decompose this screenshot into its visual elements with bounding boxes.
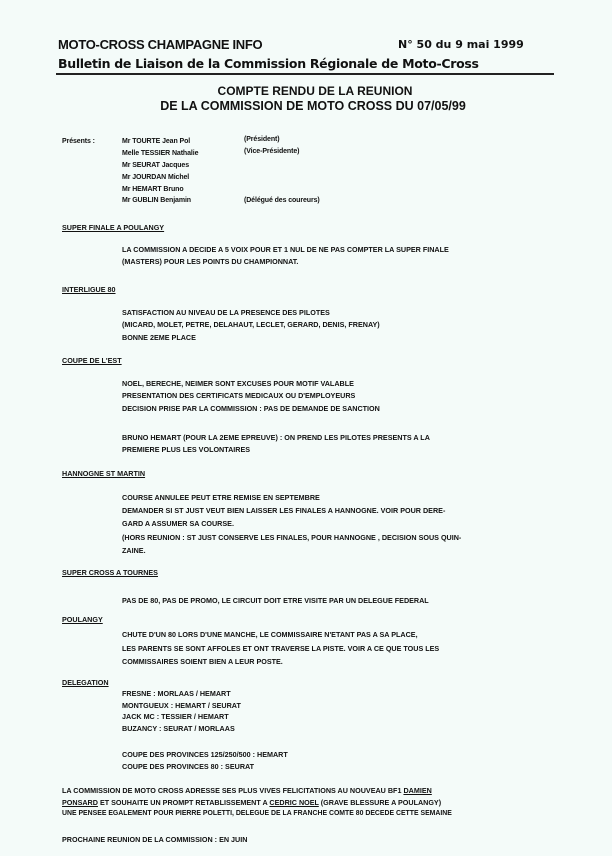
next-meeting: PROCHAINE REUNION DE LA COMMISSION : EN JUIN [62,835,248,844]
section-line: SATISFACTION AU NIVEAU DE LA PRESENCE DES PILOTES [122,308,330,317]
section-body [122,595,429,607]
footer-name-highlight: DAMIEN [403,786,432,795]
section-line: JACK MC : TESSIER / HEMART [122,712,229,721]
section-line: GARD A ASSUMER SA COURSE. [122,519,234,529]
section-line: DEMANDER SI ST JUST VEUT BIEN LAISSER LES FINALES A HANNOGNE. VOIR POUR DERE- [122,506,446,516]
footer-name-highlight: PONSARD [62,797,98,807]
section-body [122,749,288,772]
footer-line [62,785,452,797]
section-line: LES PARENTS SE SONT AFFOLES ET ONT TRAVERSE LA PISTE. VOIR A CE QUE TOUS LES [122,643,440,653]
section-line: (MICARD, MOLET, PETRE, DELAHAUT, LECLET, GERARD, DENIS, FRENAY) [122,320,380,330]
section-heading: SUPER CROSS A TOURNES [62,568,158,577]
footer-line: UNE PENSEE EGALEMENT POUR PIERRE POLETTI, DELEGUE DE LA FRANCHE COMTE 80 DECEDE CETTE SEMAINE [62,810,452,817]
attendee-name: Mr GUBLIN Benjamin [122,197,191,204]
section-body [122,688,241,734]
section-line: CHUTE D'UN 80 LORS D'UNE MANCHE, LE COMMISSAIRE N'ETANT PAS A SA PLACE, [122,630,418,639]
attendee-role: (Délégué des coureurs) [244,197,320,204]
attendee-name: Melle TESSIER Nathalie [122,150,199,157]
section-line: LA COMMISSION A DECIDE A 5 VOIX POUR ET 1 NUL DE NE PAS COMPTER LA SUPER FINALE [122,245,449,254]
attendee-name: Mr HEMART Bruno [122,186,184,193]
attendee-name: Mr JOURDAN Michel [122,174,190,181]
section-body [122,432,430,457]
footer-line [62,797,452,809]
section-line: PAS DE 80, PAS DE PROMO, LE CIRCUIT DOIT ETRE VISITE PAR UN DELEGUE FEDERAL [122,596,429,605]
bulletin-title: MOTO-CROSS CHAMPAGNE INFO [58,37,263,52]
section-heading: DELEGATION [62,678,109,687]
section-heading: INTERLIGUE 80 [62,285,116,294]
section-line: COUPE DES PROVINCES 125/250/500 : HEMART [122,750,288,759]
section-body [122,628,439,669]
section-line: BUZANCY : SEURAT / MORLAAS [122,723,235,733]
attendee-role: (Président) [244,136,280,143]
section-line: FRESNE : MORLAAS / HEMART [122,689,231,698]
footer-text: ET SOUHAITE UN PROMPT RETABLISSEMENT A [97,797,270,807]
report-title-line1: COMPTE RENDU DE LA REUNION [217,84,413,98]
footer-name-highlight: CEDRIC NOEL [269,797,319,807]
attendee-name: Mr SEURAT Jacques [122,162,190,169]
presents-label: Présents : [62,138,95,145]
report-title-line2: DE LA COMMISSION DE MOTO CROSS DU 07/05/99 [160,99,466,113]
section-heading: POULANGY [62,615,103,624]
section-heading: SUPER FINALE A POULANGY [62,223,165,232]
section-line: PREMIERE PLUS LES VOLONTAIRES [122,445,251,455]
section-line: COMMISSAIRES SOIENT BIEN A LEUR POSTE. [122,657,283,666]
section-line: BRUNO HEMART (POUR LA 2EME EPREUVE) : ON PREND LES PILOTES PRESENTS A LA [122,433,430,442]
bulletin-subtitle: Bulletin de Liaison de la Commission Régionale de Moto-Cross [58,56,479,71]
section-body [122,378,380,415]
attendee-name: Mr TOURTE Jean Pol [122,138,191,145]
section-line: (MASTERS) POUR LES POINTS DU CHAMPIONNAT. [122,257,299,267]
section-line: ZAINE. [122,545,146,555]
section-line: COURSE ANNULEE PEUT ETRE REMISE EN SEPTEMBRE [122,493,320,502]
section-line: MONTGUEUX : HEMART / SEURAT [122,700,241,710]
footer-note [62,785,452,820]
section-line: COUPE DES PROVINCES 80 : SEURAT [122,761,255,771]
section-line: DECISION PRISE PAR LA COMMISSION : PAS DE DEMANDE DE SANCTION [122,403,380,413]
section-line: PRESENTATION DES CERTIFICATS MEDICAUX OU D'EMPLOYEURS [122,391,356,401]
section-line: NOEL, BERECHE, NEIMER SONT EXCUSES POUR MOTIF VALABLE [122,379,354,388]
section-heading: COUPE DE L'EST [62,356,122,365]
footer-text: (GRAVE BLESSURE A POULANGY) [318,797,442,807]
footer-text: LA COMMISSION DE MOTO CROSS ADRESSE SES PLUS VIVES FELICITATIONS AU NOUVEAU BF1 [62,786,404,795]
section-body [122,307,380,344]
section-line: (HORS REUNION : ST JUST CONSERVE LES FINALES, POUR HANNOGNE , DECISION SOUS QUIN- [122,532,462,542]
section-heading: HANNOGNE ST MARTIN [62,469,146,478]
attendee-role: (Vice-Présidente) [244,148,300,155]
section-body [122,244,449,269]
section-line: BONNE 2EME PLACE [122,332,196,342]
section-body [122,491,461,557]
header-divider [56,73,554,75]
issue-number: N° 50 du 9 mai 1999 [398,38,524,51]
